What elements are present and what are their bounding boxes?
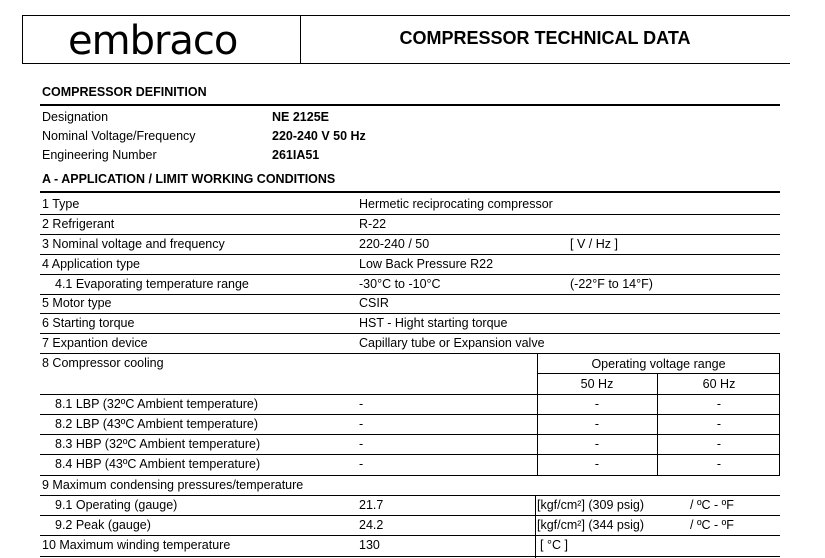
evaporating-range-label: 4.1 Evaporating temperature range bbox=[55, 277, 249, 291]
engineering-number-label: Engineering Number bbox=[42, 148, 157, 162]
row-rule bbox=[40, 294, 780, 295]
row-rule bbox=[40, 434, 780, 435]
row-rule bbox=[40, 495, 780, 496]
row-rule bbox=[40, 313, 780, 314]
winding-temp-value: 130 bbox=[359, 538, 380, 552]
nominal-voltage-value: 220-240 / 50 bbox=[359, 237, 430, 251]
peak-pressure-temp: / ºC - ºF bbox=[690, 518, 734, 532]
row-rule bbox=[40, 234, 780, 235]
pressures-label: 9 Maximum condensing pressures/temperature bbox=[42, 478, 304, 492]
winding-temp-unit: [ °C ] bbox=[540, 538, 568, 552]
row-rule bbox=[40, 475, 780, 476]
type-label: 1 Type bbox=[42, 197, 80, 211]
engineering-number-value: 261IA51 bbox=[272, 148, 320, 162]
row-rule bbox=[40, 214, 780, 215]
cooling-row-value: - bbox=[359, 457, 364, 471]
voltage-frequency-value: 220-240 V 50 Hz bbox=[272, 129, 366, 143]
designation-label: Designation bbox=[42, 110, 109, 124]
cooling-row-value: - bbox=[359, 417, 364, 431]
starting-torque-value: HST - Hight starting torque bbox=[359, 316, 508, 330]
cooling-row-50hz: - bbox=[594, 417, 600, 431]
embraco-logo: embraco bbox=[68, 18, 238, 64]
designation-value: NE 2125E bbox=[272, 110, 329, 124]
nominal-voltage-label: 3 Nominal voltage and frequency bbox=[42, 237, 225, 251]
cooling-row-label: 8.2 LBP (43ºC Ambient temperature) bbox=[55, 417, 259, 431]
motor-type-value: CSIR bbox=[359, 296, 389, 310]
cooling-row-60hz: - bbox=[716, 397, 722, 411]
cooling-row-value: - bbox=[359, 397, 364, 411]
definition-heading: COMPRESSOR DEFINITION bbox=[42, 85, 207, 99]
cooling-row-50hz: - bbox=[594, 397, 600, 411]
pressure-unit-divider bbox=[535, 495, 536, 558]
cooling-row-60hz: - bbox=[716, 437, 722, 451]
operating-pressure-value: 21.7 bbox=[359, 498, 384, 512]
definition-rule bbox=[40, 104, 780, 106]
row-rule bbox=[40, 254, 780, 255]
row-rule bbox=[40, 454, 780, 455]
page-title: COMPRESSOR TECHNICAL DATA bbox=[399, 28, 691, 48]
starting-torque-label: 6 Starting torque bbox=[42, 316, 135, 330]
application-rule bbox=[40, 191, 780, 193]
operating-voltage-range-header: Operating voltage range bbox=[591, 357, 726, 371]
cooling-row-60hz: - bbox=[716, 417, 722, 431]
cooling-row-label: 8.3 HBP (32ºC Ambient temperature) bbox=[55, 437, 261, 451]
cooling-row-label: 8.4 HBP (43ºC Ambient temperature) bbox=[55, 457, 261, 471]
cooling-row-60hz: - bbox=[716, 457, 722, 471]
voltage-frequency-label: Nominal Voltage/Frequency bbox=[42, 129, 196, 143]
row-rule bbox=[40, 414, 780, 415]
row-rule bbox=[40, 353, 780, 354]
col-50hz-header: 50 Hz bbox=[580, 377, 614, 391]
cooling-row-50hz: - bbox=[594, 457, 600, 471]
cooling-row-label: 8.1 LBP (32ºC Ambient temperature) bbox=[55, 397, 259, 411]
motor-type-label: 5 Motor type bbox=[42, 296, 112, 310]
cooling-row-value: - bbox=[359, 437, 364, 451]
row-rule bbox=[40, 333, 780, 334]
operating-pressure-label: 9.1 Operating (gauge) bbox=[55, 498, 178, 512]
peak-pressure-value: 24.2 bbox=[359, 518, 384, 532]
nominal-voltage-unit: [ V / Hz ] bbox=[570, 237, 618, 251]
range-header-rule bbox=[537, 373, 780, 374]
col-60hz-header: 60 Hz bbox=[702, 377, 736, 391]
row-rule bbox=[40, 515, 780, 516]
header-left-border bbox=[22, 15, 23, 64]
row-rule bbox=[40, 535, 780, 536]
operating-pressure-unit: [kgf/cm²] (309 psig) bbox=[537, 498, 644, 512]
expansion-device-label: 7 Expantion device bbox=[42, 336, 148, 350]
operating-pressure-temp: / ºC - ºF bbox=[690, 498, 734, 512]
row-rule bbox=[40, 274, 780, 275]
refrigerant-label: 2 Refrigerant bbox=[42, 217, 115, 231]
evaporating-range-value: -30°C to -10°C bbox=[359, 277, 441, 291]
compressor-cooling-label: 8 Compressor cooling bbox=[42, 356, 164, 370]
refrigerant-value: R-22 bbox=[359, 217, 387, 231]
evaporating-range-fahrenheit: (-22°F to 14°F) bbox=[570, 277, 653, 291]
application-heading: A - APPLICATION / LIMIT WORKING CONDITIONS bbox=[42, 172, 336, 186]
row-rule bbox=[40, 556, 780, 557]
cooling-header-rule bbox=[40, 394, 780, 395]
cooling-row-50hz: - bbox=[594, 437, 600, 451]
peak-pressure-unit: [kgf/cm²] (344 psig) bbox=[537, 518, 644, 532]
application-type-value: Low Back Pressure R22 bbox=[359, 257, 494, 271]
expansion-device-value: Capillary tube or Expansion valve bbox=[359, 336, 545, 350]
winding-temp-label: 10 Maximum winding temperature bbox=[42, 538, 231, 552]
peak-pressure-label: 9.2 Peak (gauge) bbox=[55, 518, 151, 532]
header-top-rule bbox=[22, 15, 790, 16]
application-type-label: 4 Application type bbox=[42, 257, 140, 271]
type-value: Hermetic reciprocating compressor bbox=[359, 197, 553, 211]
